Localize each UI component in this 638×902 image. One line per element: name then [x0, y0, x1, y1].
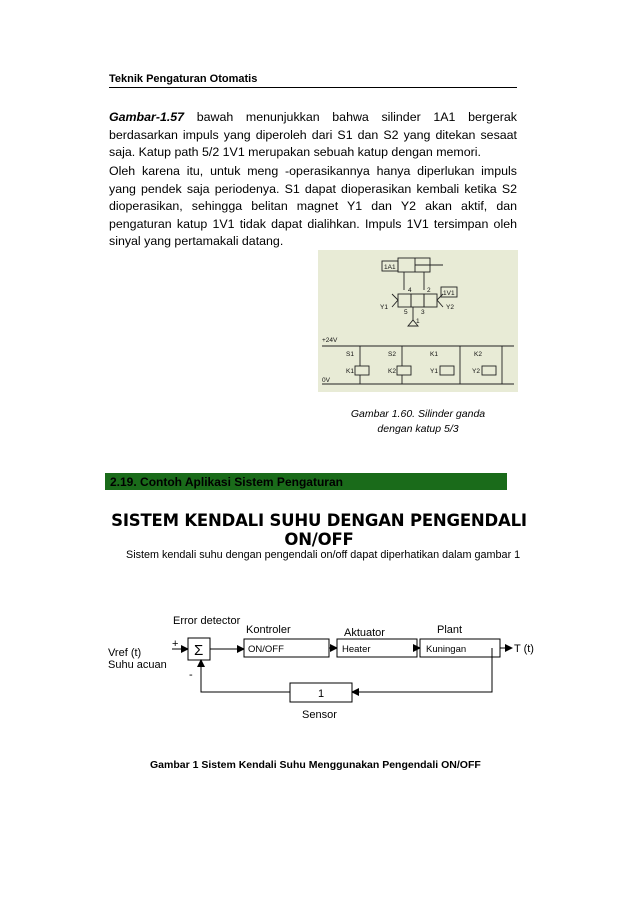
caption-1-line-2: dengan katup 5/3 — [377, 423, 459, 435]
circuit-drawing — [318, 250, 518, 392]
kontroler-label: Kontroler — [246, 624, 291, 636]
label-s1: S1 — [346, 351, 354, 358]
valve-center — [411, 294, 424, 307]
y1-solenoid — [392, 294, 398, 307]
label-24v: +24V — [322, 337, 338, 344]
section-title: SISTEM KENDALI SUHU DENGAN PENGENDALI ON/OFF — [111, 511, 527, 549]
section-intro: Sistem kendali suhu dengan pengendali on/off dapat diperhatikan dalam gambar 1 — [126, 549, 521, 561]
valve-left — [398, 294, 411, 307]
label-port5: 5 — [404, 309, 408, 316]
label-y2-coil: Y2 — [472, 368, 480, 375]
aktuator-label: Aktuator — [344, 627, 385, 639]
label-y1: Y1 — [380, 304, 388, 311]
valve-right — [424, 294, 437, 307]
label-k2-contact: K2 — [474, 351, 482, 358]
label-k2-coil: K2 — [388, 368, 396, 375]
label-1v1: 1V1 — [443, 290, 455, 297]
figure-caption-1 — [318, 407, 518, 437]
label-0v: 0V — [322, 377, 330, 384]
minus-sign: - — [189, 669, 193, 681]
label-port3: 3 — [421, 309, 425, 316]
input-label: Vref (t) — [108, 647, 142, 659]
label-port2: 2 — [427, 287, 431, 294]
block-diagram — [100, 600, 550, 730]
caption-1-line-1: Gambar 1.60. Silinder ganda — [350, 408, 486, 420]
figure-caption-2: Gambar 1 Sistem Kendali Suhu Menggunakan Pengendali ON/OFF — [150, 759, 481, 771]
label-port1: 1 — [416, 318, 420, 325]
label-y1-coil: Y1 — [430, 368, 438, 375]
sum-symbol: Σ — [194, 642, 204, 659]
plus-sign: + — [172, 638, 179, 650]
circuit-figure — [318, 250, 518, 392]
paragraph-1-text: bawah menunjukkan bahwa silinder 1A1 bergerak berdasarkan impuls yang diperoleh dari S1 dan S2 yang ditekan sesaat saja. Katup path 5/2 1V1 merupakan sebuah katup dengan memori. — [109, 110, 517, 159]
plant-text: Kuningan — [426, 644, 467, 655]
section-heading: 2.19. Contoh Aplikasi Sistem Pengaturan — [105, 473, 507, 490]
plant-label: Plant — [437, 624, 463, 636]
label-s2: S2 — [388, 351, 396, 358]
paragraph-2: Oleh karena itu, untuk meng -operasikannya hanya diperlukan impuls yang pendek saja periodenya. S1 dapat dioperasikan kembali ketika S2 dioperasikan, sehingga belitan magnet Y1 dan Y2 akan aktif, dan pengaturan katup 1V1 tidak dapat dialihkan. Impuls 1V1 tersimpan oleh sinyal yang pertamakali datang. — [109, 164, 517, 248]
sensor-label: Sensor — [302, 709, 337, 721]
output-label: T (t) — [514, 643, 534, 655]
label-k1-coil: K1 — [346, 368, 354, 375]
sensor-gain: 1 — [318, 688, 325, 700]
actuator-text: Heater — [342, 644, 371, 655]
paragraph-1 — [109, 109, 517, 162]
label-k1-contact: K1 — [430, 351, 438, 358]
label-1a1: 1A1 — [384, 264, 396, 271]
label-y2: Y2 — [446, 304, 454, 311]
controller-text: ON/OFF — [248, 644, 284, 655]
label-port4: 4 — [408, 287, 412, 294]
input-description: Suhu acuan — [108, 659, 167, 671]
error-detector-label: Error detector — [173, 615, 241, 627]
page-header: Teknik Pengaturan Otomatis — [109, 73, 517, 88]
figure-reference: Gambar-1.57 — [109, 110, 185, 124]
